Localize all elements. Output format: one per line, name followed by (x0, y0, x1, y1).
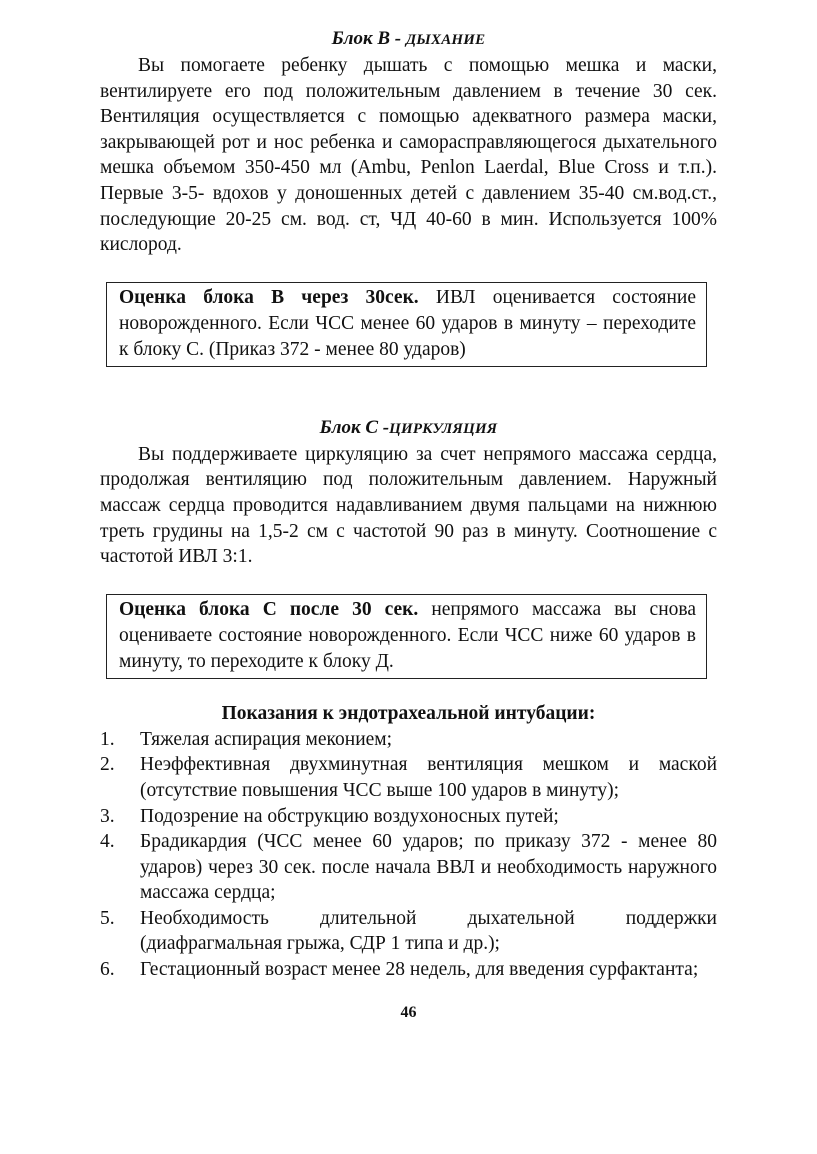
intubation-list-title: Показания к эндотрахеальной интубации: (221, 702, 596, 724)
block-b-assessment-box (106, 282, 707, 367)
block-c-heading-caps: ЦИРКУЛЯЦИЯ (389, 420, 498, 437)
block-c-assessment-text: непрямого массажа вы снова оцениваете состояние новорожденного. Если ЧСС ниже 60 ударов в минуту, то переходите к блоку Д. (119, 598, 696, 672)
document-page (100, 26, 717, 983)
block-b-assessment-label: Оценка блока В через 30сек. (119, 286, 419, 308)
block-b-heading-caps: ДЫХАНИЕ (405, 32, 486, 48)
list-item-number: 2. (100, 754, 115, 776)
list-item-text: Брадикардия (ЧСС менее 60 ударов; по приказу 372 - менее 80 ударов) через 30 сек. после начала ВВЛ и необходимость наружного массажа сердца; (140, 831, 717, 904)
block-c-paragraph: Вы поддерживаете циркуляцию за счет непрямого массажа сердца, продолжая вентиляцию под положительным давлением. Наружный массаж сердца проводится надавливанием двумя пальцами на нижнюю треть грудины на 1,5-2 см с частотой 90 раз в минуту. Соотношение с частотой ИВЛ 3:1. (100, 443, 717, 568)
list-item-number: 1. (100, 728, 115, 750)
block-b-paragraph: Вы помогаете ребенку дышать с помощью мешка и маски, вентилируете его под положительным давлением в течение 30 сек. Вентиляция осуществляется с помощью адекватного размера маски, закрывающей рот и нос ребенка и саморасправляющегося дыхательного мешка объемом 350-450 мл (Ambu, Penlon Laerdal, Blue Cross и т.п.). Первые 3-5- вдохов у доношенных детей с давлением 35-40 см.вод.ст., последующие 20-25 см. вод. ст, ЧД 40-60 в мин. Используется 100% кислород. (100, 55, 717, 256)
block-b-assessment-text: ИВЛ оценивается состояние новорожденного. Если ЧСС менее 60 ударов в минуту – переходите к блоку С. (Приказ 372 - менее 80 ударов) (119, 286, 696, 360)
list-item (100, 752, 717, 803)
block-c-assessment-box (106, 594, 707, 679)
list-item (100, 804, 717, 830)
list-item (100, 727, 717, 753)
list-item-number: 3. (100, 805, 115, 827)
list-item-text: Подозрение на обструкцию воздухоносных путей; (140, 805, 559, 827)
block-b-heading-prefix: Блок В - (331, 28, 406, 49)
list-item-number: 6. (100, 959, 115, 981)
list-item-text: Необходимость длительной дыхательной поддержки (диафрагмальная грыжа, СДР 1 типа и др.); (140, 907, 717, 955)
list-item (100, 957, 717, 983)
block-b-heading (100, 26, 717, 53)
intubation-list (100, 727, 717, 983)
list-item-number: 4. (100, 831, 115, 853)
list-item-text: Тяжелая аспирация меконием; (140, 728, 393, 750)
list-item-number: 5. (100, 907, 115, 929)
list-item-text: Гестационный возраст менее 28 недель, для введения сурфактанта; (140, 959, 699, 981)
list-item (100, 906, 717, 957)
block-c-heading-prefix: Блок С - (319, 416, 390, 438)
block-c-assessment-label: Оценка блока С после 30 сек. (119, 598, 419, 620)
page-number: 46 (400, 1004, 417, 1021)
block-c-heading (100, 415, 717, 442)
list-item (100, 829, 717, 906)
list-item-text: Неэффективная двухминутная вентиляция мешком и маской (отсутствие повышения ЧСС выше 100 ударов в минуту); (140, 754, 717, 801)
